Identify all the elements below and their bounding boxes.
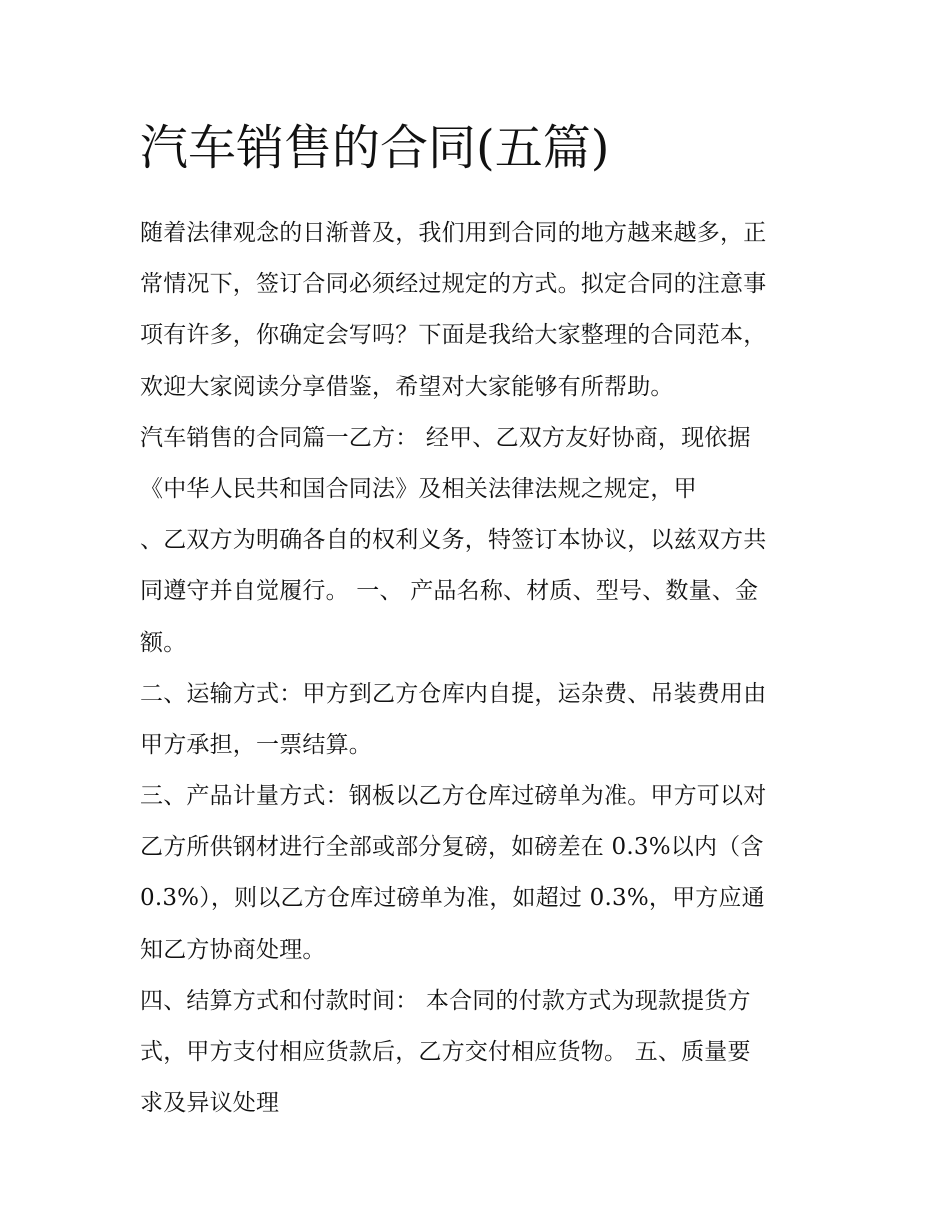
text-line: 、乙双方为明确各自的权利义务，特签订本协议，以兹双方共 (140, 527, 767, 554)
text-line: 常情况下，签订合同必须经过规定的方式。拟定合同的注意事 (140, 271, 767, 298)
text-line: 三、产品计量方式：钢板以乙方仓库过磅单为准。甲方可以对 (140, 783, 767, 810)
text-line: 《中华人民共和国合同法》及相关法律法规之规定，甲 (140, 475, 697, 502)
text-line: 欢迎大家阅读分享借鉴，希望对大家能够有所帮助。 (140, 373, 674, 400)
text-line: 随着法律观念的日渐普及，我们用到合同的地方越来越多，正 (140, 220, 767, 246)
text-line: 甲方承担，一票结算。 (140, 731, 372, 758)
text-line: 四、结算方式和付款时间： 本合同的付款方式为现款提货方 (140, 987, 751, 1014)
text-line: 二、运输方式：甲方到乙方仓库内自提，运杂费、吊装费用由 (140, 680, 767, 707)
text-line: 知乙方协商处理。 (140, 936, 326, 963)
document-title: 汽车销售的合同(五篇) (140, 120, 610, 176)
text-line: 项有许多，你确定会写吗？下面是我给大家整理的合同范本， (140, 322, 767, 349)
text-line: 求及异议处理 (140, 1090, 280, 1117)
document-page (140, 108, 820, 1129)
text-line: 同遵守并自觉履行。 一、 产品名称、材质、型号、数量、金 (140, 578, 759, 605)
text-line: 式，甲方支付相应货款后，乙方交付相应货物。 五、质量要 (140, 1039, 751, 1065)
text-line: 0.3%），则以乙方仓库过磅单为准，如超过 0.3%，甲方应通 (140, 885, 765, 912)
text-line: 乙方所供钢材进行全部或部分复磅，如磅差在 0.3%以内（含 (140, 834, 764, 861)
text-line: 汽车销售的合同篇一乙方： 经甲、乙双方友好协商，现依据 (140, 424, 751, 451)
document-body (140, 208, 820, 1129)
text-line: 额。 (140, 629, 187, 656)
